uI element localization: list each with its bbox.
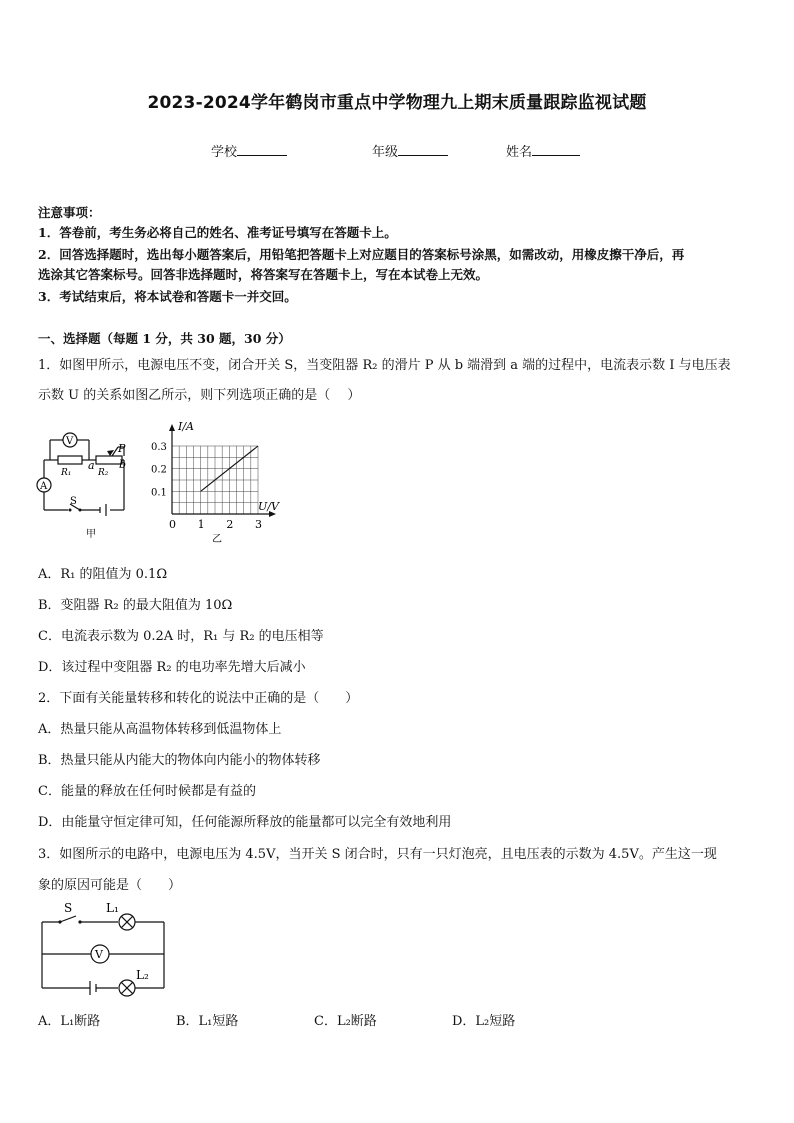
q3-stem-line2: 象的原因可能是（ ）	[38, 878, 182, 893]
q2-option-c: C．能量的释放在任何时候都是有益的	[38, 784, 256, 799]
notice-item-2: 2．回答选择题时，选出每小题答案后，用铅笔把答题卡上对应题目的答案标号涂黑，如需改动，用橡皮擦干净后，再	[38, 247, 685, 262]
y-tick-label: 0.1	[151, 487, 167, 499]
q3-switch-label: S	[64, 901, 73, 915]
school-field	[211, 141, 287, 160]
q1-option-c: C．电流表示数为 0.2A 时，R₁ 与 R₂ 的电压相等	[38, 629, 324, 644]
y-tick-label: 0.2	[151, 464, 167, 476]
q3-voltmeter-label: V	[95, 948, 103, 961]
q3-stem-line1: 3．如图所示的电路中，电源电压为 4.5V，当开关 S 闭合时，只有一只灯泡亮，且电压表的示数为 4.5V。产生这一现	[38, 847, 717, 862]
ammeter-label: A	[40, 481, 48, 492]
q3-option-a: A．L₁断路	[38, 1014, 101, 1029]
q1-stem-line1: 1．如图甲所示，电源电压不变，闭合开关 S，当变阻器 R₂ 的滑片 P 从 b 端滑到 a 端的过程中，电流表示数 I 与电压表	[38, 358, 731, 373]
y-tick-label: 0.3	[151, 442, 167, 453]
q3-l1-label: L₁	[106, 901, 119, 915]
q1-circuit-diagram	[34, 420, 144, 540]
q2-option-b: B．热量只能从内能大的物体向内能小的物体转移	[38, 753, 321, 768]
page-title: 2023-2024学年鹤岗市重点中学物理九上期末质量跟踪监视试题	[147, 93, 647, 113]
notice-item-1: 1．答卷前，考生务必将自己的姓名、准考证号填写在答题卡上。	[38, 225, 397, 240]
school-blank	[237, 143, 287, 156]
q1-stem-line2: 示数 U 的关系如图乙所示，则下列选项正确的是（ ）	[38, 388, 361, 403]
x-tick-label: 1	[197, 518, 205, 531]
name-blank	[532, 143, 580, 156]
section-heading: 一、选择题（每题 1 分，共 30 题，30 分）	[38, 331, 291, 346]
q1-option-d: D．该过程中变阻器 R₂ 的电功率先增大后减小	[38, 660, 306, 675]
r1-label: R₁	[61, 468, 72, 478]
name-label: 姓名	[506, 145, 533, 160]
school-label: 学校	[211, 145, 238, 160]
q3-option-b: B．L₁短路	[176, 1014, 239, 1029]
q1-option-a: A．R₁ 的阻值为 0.1Ω	[38, 567, 168, 582]
grade-label: 年级	[372, 145, 399, 160]
grade-blank	[398, 143, 448, 156]
q2-option-a: A．热量只能从高温物体转移到低温物体上	[38, 722, 282, 737]
resistor-r1	[58, 456, 82, 464]
terminal-b-label: b	[119, 458, 127, 471]
y-axis-label: I/A	[178, 420, 194, 433]
r2-label: R₂	[98, 468, 109, 478]
notice-item-3: 3．考试结束后，将本试卷和答题卡一并交回。	[38, 289, 297, 304]
x-tick-label: 0	[169, 518, 176, 531]
q2-stem: 2．下面有关能量转移和转化的说法中正确的是（ ）	[38, 691, 359, 706]
name-field	[506, 141, 580, 160]
x-tick-label: 3	[255, 518, 262, 531]
x-tick-label: 2	[226, 518, 234, 531]
terminal-a-label: a	[88, 459, 95, 472]
voltmeter-label: V	[66, 436, 74, 447]
q1-option-b: B．变阻器 R₂ 的最大阻值为 10Ω	[38, 598, 233, 613]
notice-item-2-cont: 选涂其它答案标号。回答非选择题时，将答案写在答题卡上，写在本试卷上无效。	[38, 267, 489, 282]
notice-heading: 注意事项：	[38, 205, 101, 220]
figure-jia-label: 甲	[86, 529, 96, 540]
q2-option-d: D．由能量守恒定律可知，任何能源所释放的能量都可以完全有效地利用	[38, 815, 452, 830]
figure-yi-label: 乙	[212, 534, 222, 544]
x-axis-label: U/V	[258, 500, 279, 513]
q1-iu-graph	[148, 414, 290, 544]
switch-label: S	[70, 496, 77, 507]
y-axis-arrow	[169, 424, 175, 431]
q3-circuit-diagram	[36, 898, 172, 1002]
grade-field	[372, 141, 448, 160]
slider-label: P	[118, 442, 126, 455]
q3-option-c: C．L₂断路	[314, 1014, 377, 1029]
q3-option-d: D．L₂短路	[452, 1014, 516, 1029]
q3-l2-label: L₂	[136, 968, 149, 982]
